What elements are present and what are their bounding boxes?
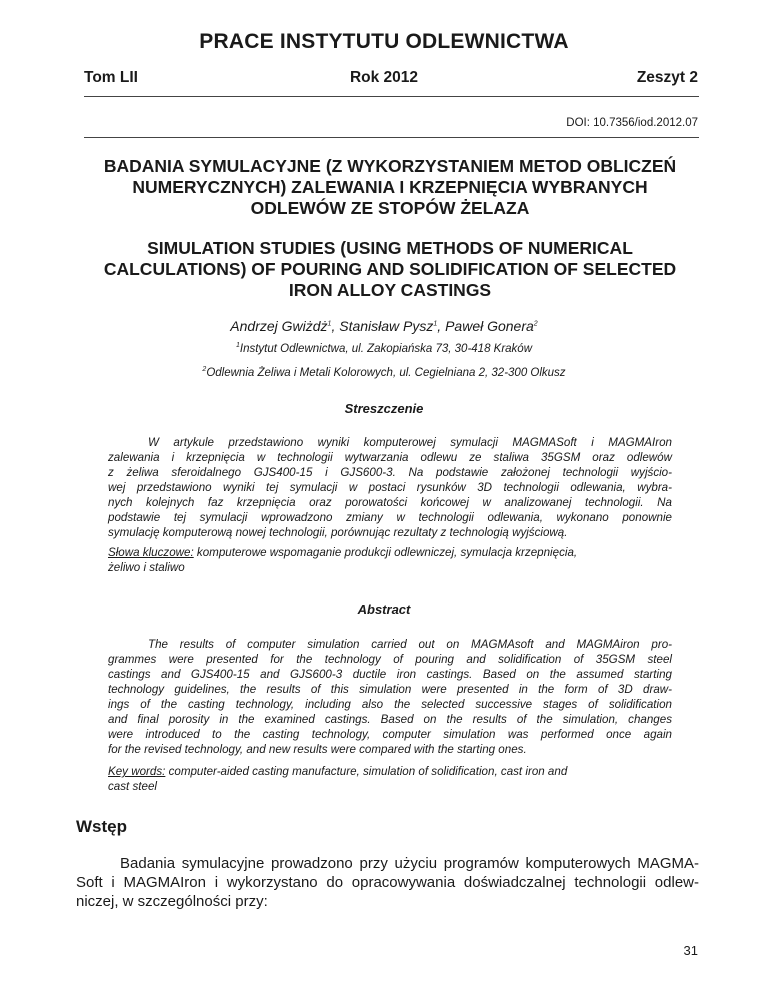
abstract-line: The results of computer simulation carried out on MAGMAsoft and MAGMAiron pro- <box>148 638 672 651</box>
title-polish-line: ODLEWÓW ZE STOPÓW ŻELAZA <box>250 198 530 218</box>
affiliation-text: Odlewnia Żeliwa i Metali Kolorowych, ul. Cegielniana 2, 32-300 Olkusz <box>206 367 566 379</box>
authors: Andrzej Gwiżdż$^1$, Stanisław Pysz$^1$, Paweł Gonera$^2$ <box>230 318 538 334</box>
title-polish-line: BADANIA SYMULACYJNE (Z WYKORZYSTANIEM METOD OBLICZEŃ <box>103 156 677 176</box>
streszczenie-line: W artykule przedstawiono wyniki komputerowej symulacji MAGMASoft i MAGMAIron <box>148 436 672 449</box>
streszczenie-line: symulację komputerową nowej technologii, porównując rezultaty z technologią wyjściową. <box>108 526 568 539</box>
keywords-label-en: Key words: <box>108 765 166 778</box>
abstract-line: ings of the casting technology, including also the selected successive stages of solidification <box>108 698 672 711</box>
author-name: Andrzej Gwiżdż <box>230 318 328 334</box>
affiliation-1 <box>0 343 768 355</box>
title-english-line: SIMULATION STUDIES (USING METHODS OF NUMERICAL <box>147 238 633 258</box>
keywords-label-pl: Słowa kluczowe: <box>108 546 194 559</box>
author-sup: 1 <box>327 320 332 328</box>
streszczenie-line: wej przedstawiono wyniki tej symulacji w postaci rysunków 3D technologii odlewania, wybra- <box>108 481 672 494</box>
abstract-line: were introduced to the casting technology, computer simulation was performed once again <box>108 728 672 741</box>
streszczenie-body <box>108 435 672 540</box>
keywords-text-en: computer-aided casting manufacture, simulation of solidification, cast iron and <box>165 765 568 778</box>
affiliation-sup: 1 <box>235 342 240 350</box>
streszczenie-heading: Streszczenie <box>344 401 424 416</box>
streszczenie-line: podstawie tej symulacji wprowadzono zmiany w technologii odlewania, wykonano ponownie <box>108 511 672 524</box>
author-name: Stanisław Pysz <box>339 318 434 334</box>
intro-line: Soft i MAGMAIron i wykorzystano do opracowywania doświadczalnej technologii odlew- <box>76 874 699 891</box>
title-english-line: IRON ALLOY CASTINGS <box>288 280 492 300</box>
header-rule-bottom <box>84 137 699 138</box>
journal-title: PRACE INSTYTUTU ODLEWNICTWA <box>199 30 569 53</box>
title-polish <box>80 156 700 219</box>
streszczenie-line: nych kolejnych faz krzepnięcia oraz porowatości końcowej w analizowanej technologii. Na <box>108 496 672 509</box>
streszczenie-line: z żeliwa sferoidalnego GJS400-15 i GJS600-3. Na podstawie założonej technologii wyjścio- <box>108 466 672 479</box>
abstract-body <box>108 637 672 757</box>
abstract-line: castings and GJS400-15 and GJS600-3 ductile iron castings. Based on the assumed starting <box>108 668 672 681</box>
intro-line: Badania symulacyjne prowadzono przy użyciu programów komputerowych MAGMA- <box>120 855 699 872</box>
doi: DOI: 10.7356/iod.2012.07 <box>566 117 698 129</box>
volume-label: Tom LII <box>84 69 138 86</box>
page-number: 31 <box>683 943 698 958</box>
intro-body <box>76 854 699 911</box>
keywords-text-pl: komputerowe wspomaganie produkcji odlewniczej, symulacja krzepnięcia, <box>193 546 578 559</box>
affiliation-2 <box>0 367 768 379</box>
streszczenie-keywords <box>108 545 672 575</box>
abstract-heading: Abstract <box>357 602 411 617</box>
intro-heading: Wstęp <box>76 817 127 836</box>
title-polish-line: NUMERYCZNYCH) ZALEWANIA I KRZEPNIĘCIA WYBRANYCH <box>132 177 648 197</box>
abstract-line: and final porosity in the examined castings. Based on the results of the simulation, changes <box>108 713 672 726</box>
abstract-line: for the revised technology, and new results were compared with the starting ones. <box>108 743 527 756</box>
header-rule-top <box>84 96 699 97</box>
intro-line: niczej, w szczególności przy: <box>76 893 268 910</box>
streszczenie-line: zalewania i krzepnięcia w technologii wytwarzania odlewu ze staliwa 35GSM oraz odlewów <box>108 451 672 464</box>
author-sup: 2 <box>533 320 538 328</box>
keywords-text-pl-2: żeliwo i staliwo <box>108 561 185 574</box>
keywords-text-en-2: cast steel <box>108 780 157 793</box>
year-label: Rok 2012 <box>349 69 419 86</box>
abstract-line: technology guidelines, the results of this simulation were presented in the form of 3D draw- <box>108 683 672 696</box>
issue-label: Zeszyt 2 <box>636 69 698 86</box>
abstract-line: grammes were presented for the technology of pouring and solidification of 35GSM steel <box>108 653 672 666</box>
title-english-line: CALCULATIONS) OF POURING AND SOLIDIFICATION OF SELECTED <box>103 259 677 279</box>
abstract-keywords <box>108 764 672 794</box>
affiliation-sup: 2 <box>202 366 207 374</box>
author-name: Paweł Gonera <box>445 318 534 334</box>
title-english <box>80 238 700 301</box>
affiliation-text: Instytut Odlewnictwa, ul. Zakopiańska 73, 30-418 Kraków <box>239 343 533 355</box>
author-sup: 1 <box>433 320 438 328</box>
